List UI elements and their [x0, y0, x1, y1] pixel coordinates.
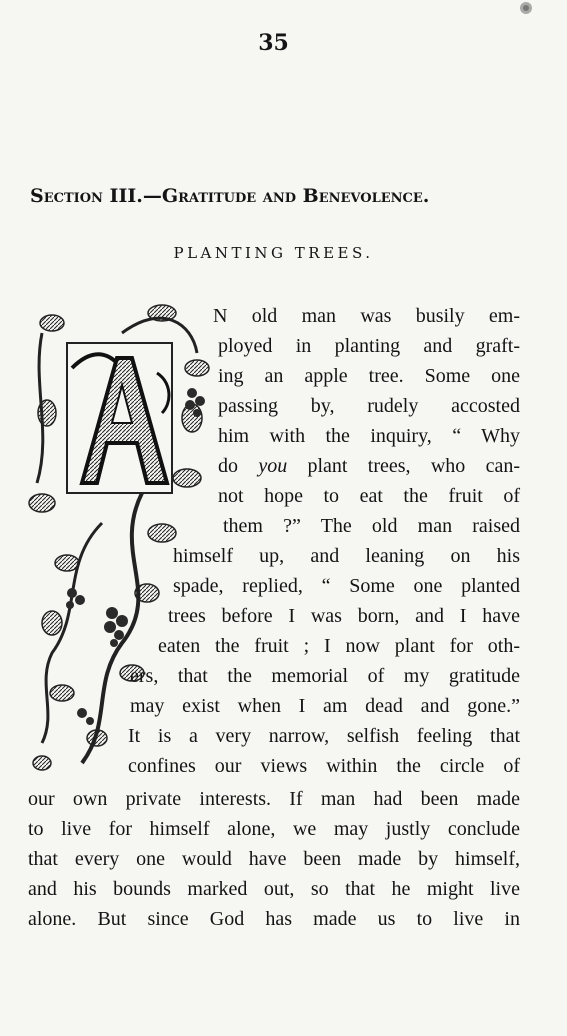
body-line-17: our own private interests. If man had been made — [28, 788, 520, 810]
section-title: Gratitude and Benevolence. — [161, 185, 430, 207]
subheading: PLANTING TREES. — [173, 244, 374, 262]
body-line-19: that every one would have been made by himself, — [28, 848, 520, 870]
body-line-21: alone. But since God has made us to live in — [28, 908, 520, 930]
body-line-6 — [218, 453, 520, 479]
body-line-1: N old man was busily em- — [213, 305, 520, 327]
line6-after: plant trees, who can- — [287, 455, 521, 477]
section-prefix: Section III. — [30, 185, 143, 207]
body-line-12: eaten the fruit ; I now plant for oth- — [158, 635, 520, 657]
body-line-8: them ?” The old man raised — [223, 515, 520, 537]
page-smudge — [515, 0, 537, 18]
body-line-9: himself up, and leaning on his — [173, 545, 520, 567]
body-line-11: trees before I was born, and I have — [168, 605, 520, 627]
body-line-13: ers, that the memorial of my gratitude — [130, 665, 520, 687]
body-line-18: to live for himself alone, we may justly conclude — [28, 818, 520, 840]
body-line-7: not hope to eat the fruit of — [218, 485, 520, 507]
body-line-2: ployed in planting and graft- — [218, 335, 520, 357]
line6-before: do — [218, 455, 259, 477]
body-line-10: spade, replied, “ Some one planted — [173, 575, 520, 597]
body-line-20: and his bounds marked out, so that he might live — [28, 878, 520, 900]
body-line-4: passing by, rudely accosted — [218, 395, 520, 417]
section-dash: — — [142, 185, 162, 207]
section-heading — [30, 185, 530, 207]
body-line-16: confines our views within the circle of — [128, 755, 520, 777]
emphasis-you: you — [258, 455, 288, 477]
body-line-15: It is a very narrow, selfish feeling that — [128, 725, 520, 747]
page-number: 35 — [258, 30, 289, 56]
body-line-3: ing an apple tree. Some one — [218, 365, 520, 387]
body-line-5: him with the inquiry, “ Why — [218, 425, 520, 447]
body-line-14: may exist when I am dead and gone.” — [130, 695, 520, 717]
